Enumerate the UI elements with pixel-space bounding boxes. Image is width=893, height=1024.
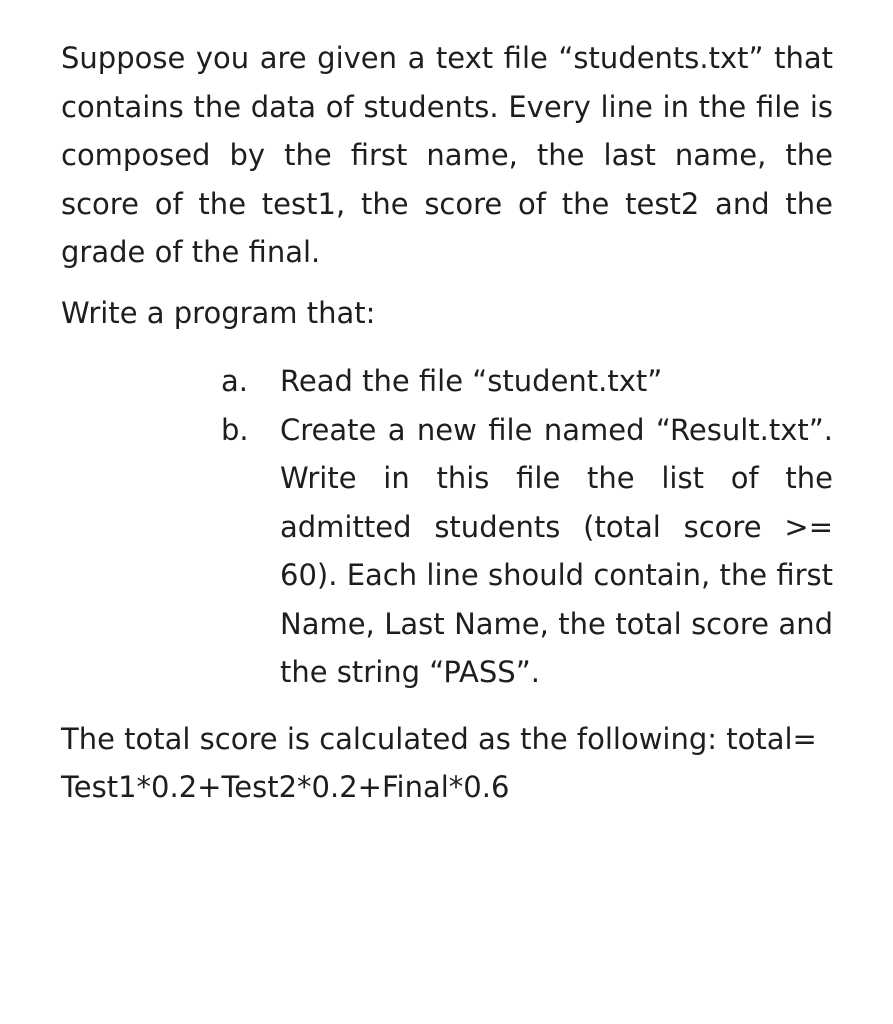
list-marker: b. bbox=[221, 412, 249, 447]
list-item bbox=[221, 357, 833, 406]
formula-expression: Test1*0.2+Test2*0.2+Final*0.6 bbox=[61, 770, 510, 804]
document-page bbox=[61, 34, 833, 812]
list-item-text: Read the file “student.txt” bbox=[280, 364, 663, 398]
formula-paragraph bbox=[61, 715, 833, 812]
task-list bbox=[61, 357, 833, 697]
intro-paragraph: Suppose you are given a text file “students.txt” that contains the data of students. Every line in the file is composed by the first name, the last name, the score of the test1, the score of the test2 and the grade of the final. bbox=[61, 41, 833, 269]
list-item-text: Create a new file named “Result.txt”. Write in this file the list of the admitted students (total score >= 60). Each line should contain, the first Name, Last Name, the total score and the string “PASS”. bbox=[280, 412, 833, 689]
formula-intro: The total score is calculated as the following: total= bbox=[61, 721, 817, 756]
task-lead: Write a program that: bbox=[61, 295, 376, 330]
list-item bbox=[221, 406, 833, 697]
list-marker: a. bbox=[221, 364, 248, 398]
